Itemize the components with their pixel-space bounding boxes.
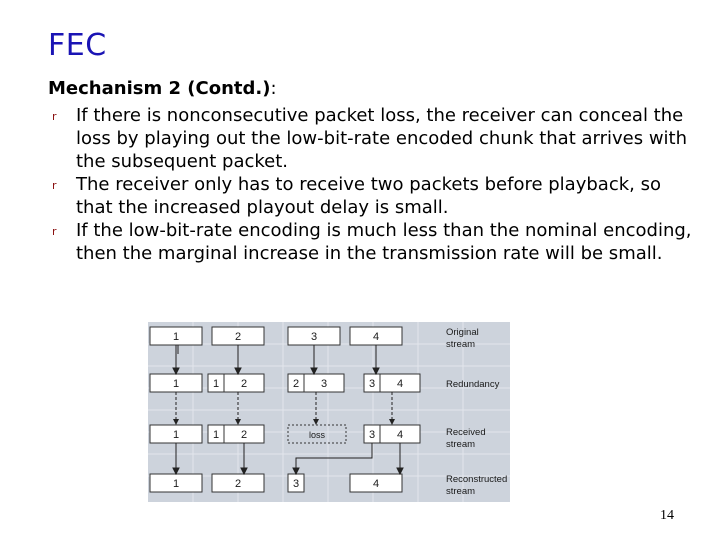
packet-label: 3 — [368, 429, 376, 441]
packet-label: 2 — [240, 378, 248, 390]
packet-label: 3 — [292, 478, 300, 490]
bullet-icon: r — [52, 179, 57, 192]
packet-label: 4 — [396, 378, 404, 390]
subtitle-colon: : — [270, 78, 277, 99]
row-label-line: Redundancy — [446, 379, 500, 390]
packet-label: 4 — [372, 331, 380, 343]
transmit-arrows — [176, 392, 392, 421]
row-label-line: Reconstructed — [446, 474, 508, 485]
bullet-icon: r — [52, 110, 57, 123]
bullet-text: If there is nonconsecutive packet loss, the receiver can conceal the loss by playing out the low-bit-rate encoded chunk that arrives with the subsequent packet. — [76, 105, 688, 172]
packet-label: 2 — [292, 378, 300, 390]
packet-label: 4 — [396, 429, 404, 441]
row-label-line: stream — [446, 339, 476, 350]
row-label-line: Original — [446, 327, 479, 338]
row-reconstructed — [150, 474, 507, 497]
subtitle-bold: Mechanism 2 (Contd.) — [48, 78, 271, 99]
fec-diagram-svg — [148, 322, 510, 502]
slide-title: FEC — [48, 28, 107, 63]
bullet-item — [52, 173, 692, 219]
packet-label: 1 — [172, 429, 180, 441]
bullet-icon: r — [52, 225, 57, 238]
loss-label: loss — [308, 430, 326, 440]
packet-label: 2 — [234, 331, 242, 343]
packet-label: 1 — [172, 331, 180, 343]
bullet-item — [52, 219, 692, 265]
packet-label: 1 — [172, 478, 180, 490]
packet-label: 1 — [172, 378, 180, 390]
bullet-item — [52, 104, 692, 173]
row-redundancy — [150, 374, 500, 392]
packet-label: 2 — [234, 478, 242, 490]
packet-label: 1 — [212, 429, 220, 441]
packet-label: 3 — [310, 331, 318, 343]
transmit-arrowheads — [173, 419, 395, 425]
packet-label: 4 — [372, 478, 380, 490]
bullet-text: The receiver only has to receive two packets before playback, so that the increased playout delay is small. — [76, 174, 661, 218]
slide-subtitle — [48, 78, 277, 99]
bullet-list — [52, 104, 692, 265]
fec-diagram — [148, 322, 510, 502]
page-number: 14 — [660, 508, 674, 523]
row-label-line: stream — [446, 486, 476, 497]
row-label-line: stream — [446, 439, 476, 450]
packet-label: 3 — [368, 378, 376, 390]
packet-label: 2 — [240, 429, 248, 441]
bullet-text: If the low-bit-rate encoding is much less than the nominal encoding, then the marginal increase in the transmission rate will be small. — [76, 220, 692, 264]
encode-arrows — [173, 345, 379, 374]
packet-label: 3 — [320, 378, 328, 390]
row-label-line: Received — [446, 427, 486, 438]
reconstruct-arrows — [173, 443, 403, 474]
packet-label: 1 — [212, 378, 220, 390]
row-received — [150, 425, 486, 450]
